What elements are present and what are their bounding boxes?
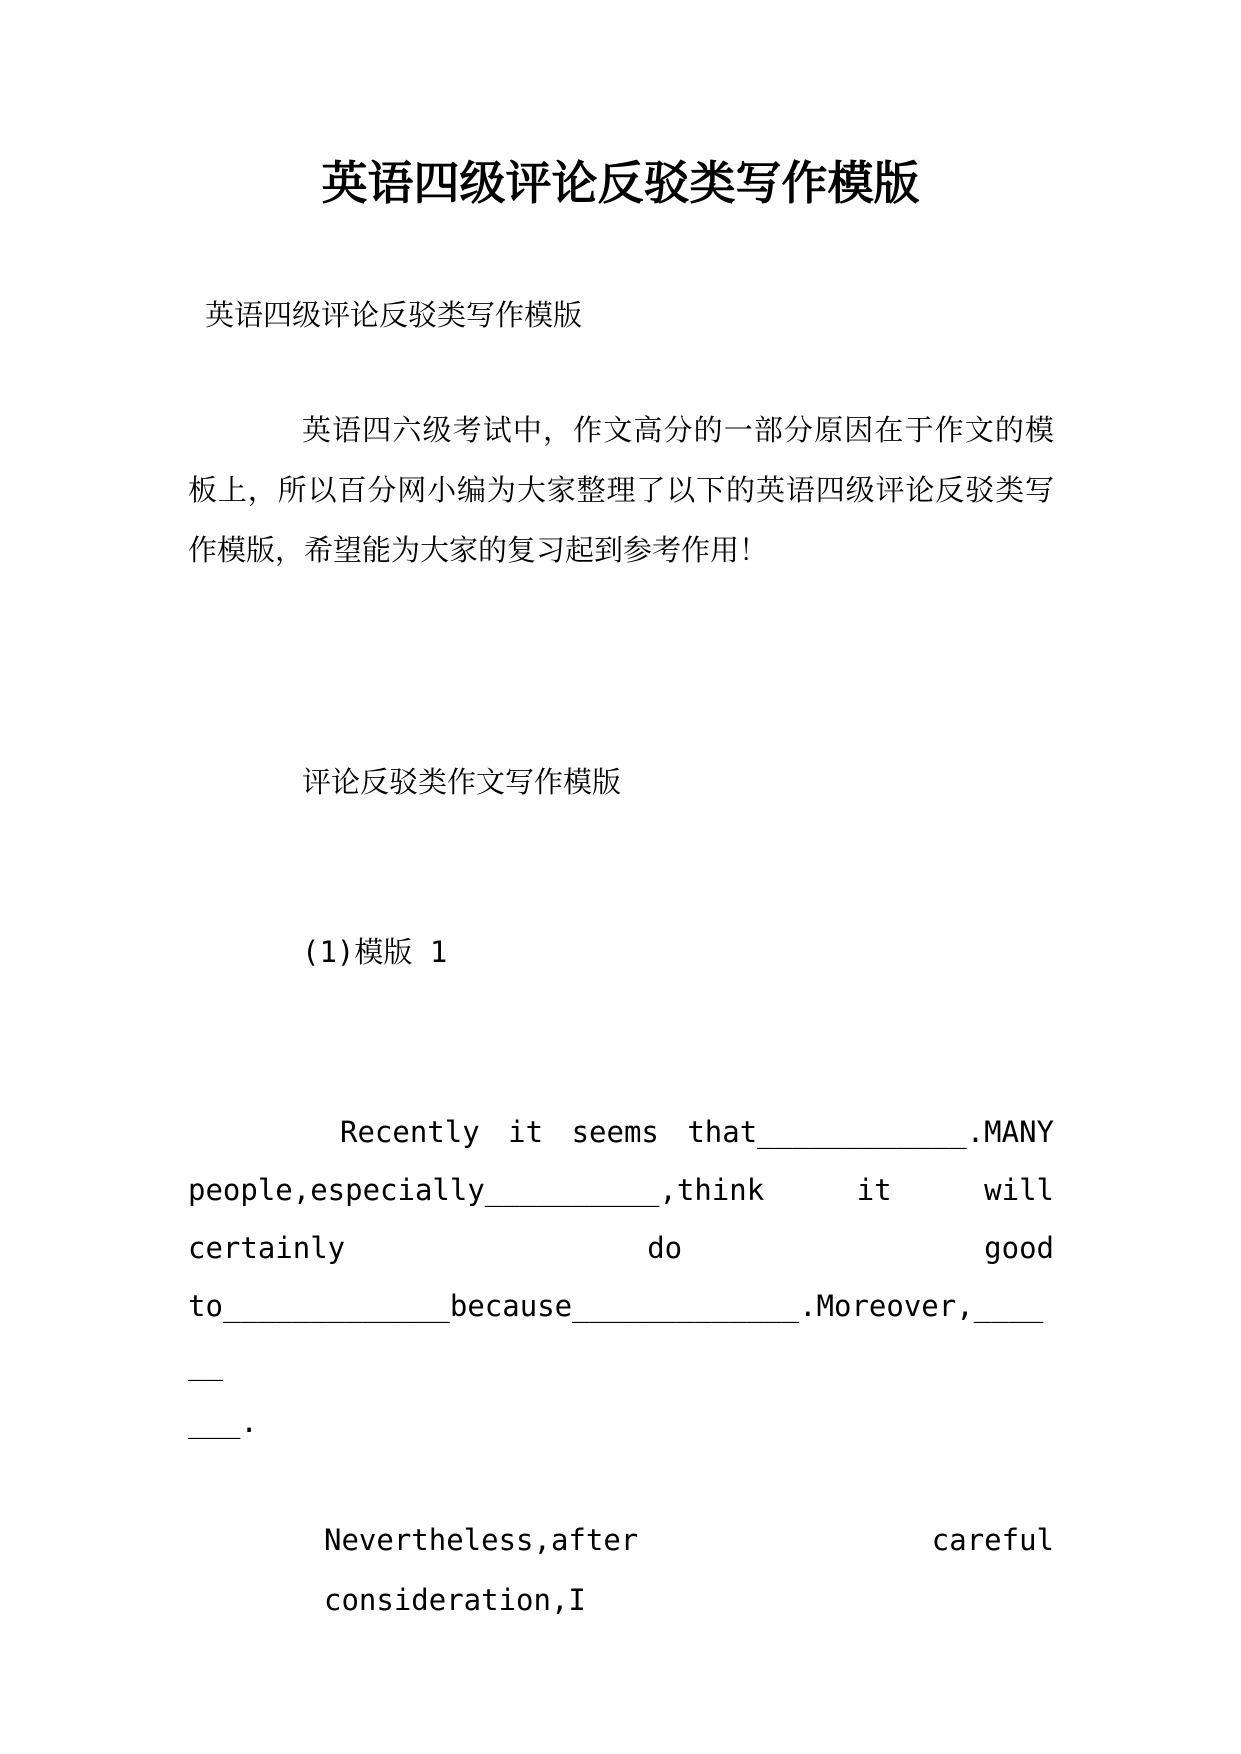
template-line-1: Recently it seems that____________.MANY bbox=[340, 1115, 1054, 1149]
document-title: 英语四级评论反驳类写作模版 bbox=[321, 156, 920, 210]
template-label: (1)模版 1 bbox=[302, 935, 448, 969]
template-line-5: ___. bbox=[188, 1405, 258, 1439]
section-heading: 评论反驳类作文写作模版 bbox=[302, 765, 622, 799]
template-line-3: certainly do good bbox=[188, 1231, 1054, 1265]
document-subtitle: 英语四级评论反驳类写作模版 bbox=[205, 298, 583, 332]
template-line-4: to_____________because_____________.Moreover,______ bbox=[188, 1289, 1044, 1381]
template-line-2: people,especially__________,think it will bbox=[188, 1173, 1054, 1207]
template-paragraph bbox=[188, 1103, 1054, 1451]
intro-paragraph: 英语四六级考试中，作文高分的一部分原因在于作文的模板上，所以百分网小编为大家整理了以下的英语四级评论反驳类写作模版，希望能为大家的复习起到参考作用！ bbox=[188, 413, 1054, 567]
paragraph-2-start: Nevertheless,after careful consideration,I bbox=[324, 1523, 1054, 1617]
